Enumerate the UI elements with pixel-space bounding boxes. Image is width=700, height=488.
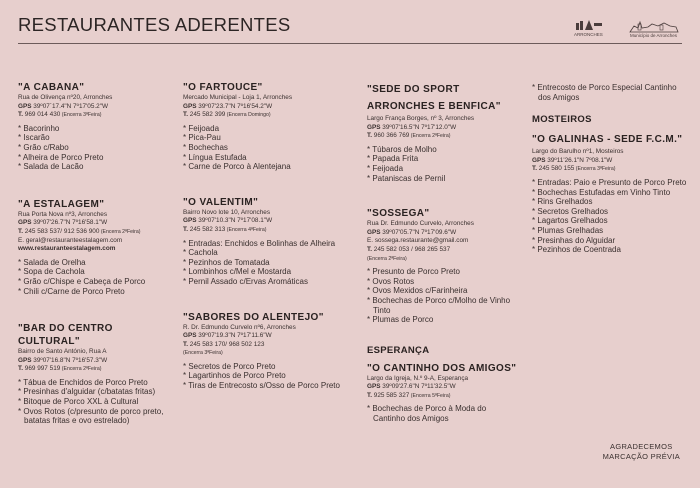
gps-coordinates: 39º07'26.7"N 7º16'58.1"W — [31, 219, 108, 227]
gps-line — [183, 217, 343, 226]
footer-line-1: AGRADECEMOS — [610, 442, 673, 451]
restaurant-name: "O GALINHAS - SEDE F.C.M." — [532, 134, 683, 146]
phone-label: T. — [367, 391, 372, 399]
gps-label: GPS — [18, 356, 32, 364]
address-line: Largo da Igreja, N.º 9-A, Esperança — [367, 374, 469, 382]
dish-item: * Lagartinhos de Porco Preto — [183, 371, 343, 381]
address-line: Largo do Barulho nº1, Mosteiros — [532, 148, 624, 156]
dish-item: * Feijoada — [183, 124, 343, 134]
phone-number: 245 582 053 / 968 265 537 — [371, 245, 451, 253]
address-line: Rua Porta Nova nº3, Arronches — [18, 210, 108, 218]
dish-list — [532, 178, 687, 255]
restaurant-entry — [532, 114, 687, 255]
section-title: MOSTEIROS — [532, 114, 592, 126]
phone-number: 925 585 327 — [371, 391, 410, 399]
website-line: www.restauranteestalagem.com — [18, 245, 116, 253]
email-line: E. geral@restauranteestalagem.com — [18, 236, 123, 244]
gps-coordinates: 39º07'23.7"N 7º16'54.2"W — [196, 102, 273, 110]
dish-item: * Pezinhos de Tomatada — [183, 258, 343, 268]
dish-item: * Papada Frita — [367, 154, 517, 164]
gps-coordinates: 39º07'16.8"N 7º16'57.3"W — [31, 356, 108, 364]
restaurant-entry — [18, 198, 168, 296]
phone-label: T. — [367, 132, 372, 140]
email-line: E. sossega.restaurante@gmail.com — [367, 237, 469, 245]
dish-item: * Plumas Grelhadas — [532, 226, 687, 236]
closing-day: (Encerra 2ªFeira) — [99, 228, 141, 235]
phone-line — [18, 365, 168, 374]
gps-coordinates: 39º09'27.6"N 7º11'32.5"W — [380, 383, 456, 391]
restaurant-name: "A CABANA" — [18, 82, 85, 93]
column-1 — [18, 81, 168, 441]
restaurant-entry — [367, 345, 517, 424]
dish-list — [183, 239, 343, 287]
phone-line — [367, 246, 517, 255]
dish-item: * Secretos de Porco Preto — [183, 362, 343, 372]
dish-item: * Pica-Pau — [183, 133, 343, 143]
gps-line — [18, 103, 168, 112]
dish-item: * Lagartos Grelhados — [532, 216, 687, 226]
page-header — [18, 10, 682, 50]
dish-item: * Secretos Grelhados — [532, 207, 687, 217]
phone-label: T. — [183, 111, 188, 119]
gps-coordinates: 39º11'26.1"N 7º08.1"W — [545, 156, 613, 164]
restaurant-name: "SOSSEGA" — [367, 208, 430, 220]
gps-coordinates: 39º07'19.3"N 7º17'11.6"W — [196, 332, 272, 340]
logo-left-text: ARRONCHES — [574, 32, 603, 37]
dish-list — [18, 378, 168, 426]
restaurant-name: "O FARTOUCE" — [183, 82, 263, 93]
closing-day: (Encerra 2ªFeira) — [409, 133, 451, 140]
restaurant-entry — [183, 311, 343, 391]
dish-item: * Pernil Assado c/Ervas Aromáticas — [183, 277, 343, 287]
phone-number: 245 582 313 — [187, 225, 226, 233]
restaurant-name: "O VALENTIM" — [183, 196, 259, 208]
dish-item: * Salada de Lacão — [18, 162, 168, 172]
gps-line — [367, 124, 517, 133]
header-rule — [18, 43, 682, 44]
restaurant-entry — [367, 207, 517, 325]
address-line: Mercado Municipal - Loja 1, Arronches — [183, 94, 293, 101]
footer-note — [603, 442, 680, 462]
phone-number: 245 583 170/ 968 502 123 — [187, 340, 265, 348]
restaurant-entry — [367, 81, 517, 183]
phone-line — [183, 341, 343, 350]
dish-item: * Ovos Mexidos c/Farinheira — [367, 286, 517, 296]
address-line: Bairro de Santo António, Rua A — [18, 348, 107, 356]
phone-label: T. — [18, 365, 23, 373]
dish-item: * Bochechas de Porco c/Molho de Vinho Tinto — [367, 296, 517, 315]
dish-list — [367, 267, 517, 325]
restaurant-name: "SEDE DO SPORT ARRONCHES E BENFICA" — [367, 84, 501, 112]
logos — [572, 14, 682, 40]
dish-item: * Bitoque de Porco XXL à Cultural — [18, 397, 168, 407]
dish-item: * Rins Grelhados — [532, 197, 687, 207]
phone-number: 969 014 430 — [22, 111, 61, 119]
closing-day: (Encerra 5ªFeira) — [409, 392, 451, 399]
dish-item: * Grão c/Rabo — [18, 143, 168, 153]
closing-day: (Encerra 2ªFeira) — [367, 255, 407, 262]
gps-coordinates: 39º07'05.7"N 7º17'09.6"W — [380, 228, 457, 236]
gps-coordinates: 39º07´17.4"N 7º17'05.2"W — [31, 102, 109, 110]
phone-label: T. — [18, 111, 23, 119]
restaurant-entry — [183, 81, 343, 172]
phone-number: 245 580 155 — [536, 165, 575, 173]
phone-label: T. — [367, 245, 372, 253]
dish-item: * Bacorinho — [18, 124, 168, 134]
gps-label: GPS — [183, 332, 197, 340]
dish-item: * Feijoada — [367, 164, 517, 174]
phone-number: 960 366 769 — [371, 132, 410, 140]
address-line: Rua de Olivença nº20, Arronches — [18, 94, 113, 101]
dish-item: * Bochechas — [183, 143, 343, 153]
dish-item: * Entrecosto de Porco Especial Cantinho dos Amigos — [532, 83, 687, 102]
phone-label: T. — [183, 340, 188, 348]
address-line: Largo França Borges, nº 3, Arronches — [367, 115, 475, 122]
gps-label: GPS — [183, 217, 197, 225]
closing-day: (Encerra Domingo) — [225, 112, 271, 119]
gps-label: GPS — [18, 219, 32, 227]
address-line: Bairro Novo lote 10, Arronches — [183, 208, 271, 216]
phone-line — [367, 392, 517, 401]
restaurant-name: "O CANTINHO DOS AMIGOS" — [367, 362, 517, 374]
dish-item: * Plumas de Porco — [367, 315, 517, 325]
closing-day: (Encerra 2ªFeira) — [60, 366, 102, 373]
phone-number: 969 997 519 — [22, 365, 61, 373]
gps-label: GPS — [367, 228, 381, 236]
closing-day: (Encerra 3ªFeira) — [60, 112, 102, 119]
dish-item: * Alheira de Porco Preto — [18, 153, 168, 163]
restaurant-entry — [18, 81, 168, 172]
dish-item: * Chili c/Carne de Porco Preto — [18, 287, 168, 297]
gps-coordinates: 39º07'16.5"N 7º17'12.0"W — [380, 123, 457, 131]
gps-line — [532, 157, 687, 166]
dish-list — [183, 362, 343, 391]
gps-line — [18, 357, 168, 366]
dish-item: * Entradas: Enchidos e Bolinhas de Alheira — [183, 239, 343, 249]
dish-item: * Presinhas d'alguidar (c/batatas fritas) — [18, 387, 168, 397]
gps-label: GPS — [367, 383, 381, 391]
phone-number: 245 583 537/ 912 536 900 — [22, 227, 100, 235]
phone-number: 245 582 399 — [187, 111, 226, 119]
page-title: RESTAURANTES ADERENTES — [18, 14, 291, 35]
restaurant-name: "BAR DO CENTRO CULTURAL" — [18, 323, 113, 348]
dish-item: * Pataniscas de Pernil — [367, 174, 517, 184]
phone-line — [18, 228, 168, 237]
dish-item: * Presinhas do Alguidar — [532, 236, 687, 246]
restaurant-name: "SABORES DO ALENTEJO" — [183, 311, 324, 323]
gps-line — [18, 219, 168, 228]
column-4 — [532, 83, 687, 270]
restaurant-entry — [18, 322, 168, 426]
dish-item: * Pezinhos de Coentrada — [532, 245, 687, 255]
gps-coordinates: 39º07'10.3"N 7º17'08.1"W — [196, 217, 273, 225]
dish-list — [367, 145, 517, 183]
dish-item: * Lombinhos c/Mel e Mostarda — [183, 267, 343, 277]
dish-item: * Tiras de Entrecosto s/Osso de Porco Preto — [183, 381, 343, 391]
closing-day: (Encerra 4ªFeira) — [225, 226, 267, 233]
phone-line — [183, 226, 343, 235]
phone-line — [532, 165, 687, 174]
dish-item: * Grão c/Chispe e Cabeça de Porco — [18, 277, 168, 287]
dish-item: * Cachola — [183, 248, 343, 258]
dish-item: * Tábua de Enchidos de Porco Preto — [18, 378, 168, 388]
dish-list — [183, 124, 343, 172]
dish-list — [18, 258, 168, 296]
gps-line — [183, 103, 343, 112]
gps-line — [367, 229, 517, 238]
footer-line-2: MARCAÇÃO PRÉVIA — [602, 452, 680, 461]
dish-item: * Bochechas de Porco à Moda do Cantinho dos Amigos — [367, 404, 517, 423]
dish-item: * Salada de Orelha — [18, 258, 168, 268]
dish-item: * Presunto de Porco Preto — [367, 267, 517, 277]
restaurant-entry — [183, 196, 343, 287]
dish-list — [367, 404, 517, 423]
address-line: Rua Dr. Edmundo Curvelo, Arronches — [367, 220, 474, 228]
dish-item: * Iscarão — [18, 133, 168, 143]
phone-line — [18, 111, 168, 120]
dish-item: * Entradas: Paio e Presunto de Porco Preto — [532, 178, 687, 188]
dish-item: * Ovos Rotos — [367, 277, 517, 287]
gps-label: GPS — [532, 156, 546, 164]
dish-list — [532, 83, 687, 102]
dish-item: * Carne de Porco à Alentejana — [183, 162, 343, 172]
phone-label: T. — [183, 225, 188, 233]
phone-line — [183, 111, 343, 120]
gps-line — [183, 332, 343, 341]
dish-item: * Ovos Rotos (c/presunto de porco preto, batatas fritas e ovo estrelado) — [18, 407, 168, 426]
column-2 — [183, 81, 343, 406]
dish-item: * Bochechas Estufadas em Vinho Tinto — [532, 188, 687, 198]
phone-label: T. — [18, 227, 23, 235]
gps-label: GPS — [367, 123, 381, 131]
gps-label: GPS — [18, 102, 32, 110]
dish-list — [18, 124, 168, 172]
column-3 — [367, 81, 517, 439]
dish-item: * Sopa de Cachola — [18, 267, 168, 277]
closing-day: (Encerra 3ªFeira) — [183, 350, 223, 357]
gps-label: GPS — [183, 102, 197, 110]
dish-item: * Túbaros de Molho — [367, 145, 517, 155]
logo-right-text: Município de Arronches — [630, 33, 678, 38]
restaurant-name: "A ESTALAGEM" — [18, 198, 105, 210]
dish-item: * Língua Estufada — [183, 153, 343, 163]
closing-day: (Encerra 3ªFeira) — [574, 166, 616, 173]
phone-line — [367, 132, 517, 141]
phone-label: T. — [532, 165, 537, 173]
section-title: ESPERANÇA — [367, 344, 430, 356]
gps-line — [367, 383, 517, 392]
address-line: R. Dr. Edmundo Curvelo nº6, Arronches — [183, 323, 296, 331]
